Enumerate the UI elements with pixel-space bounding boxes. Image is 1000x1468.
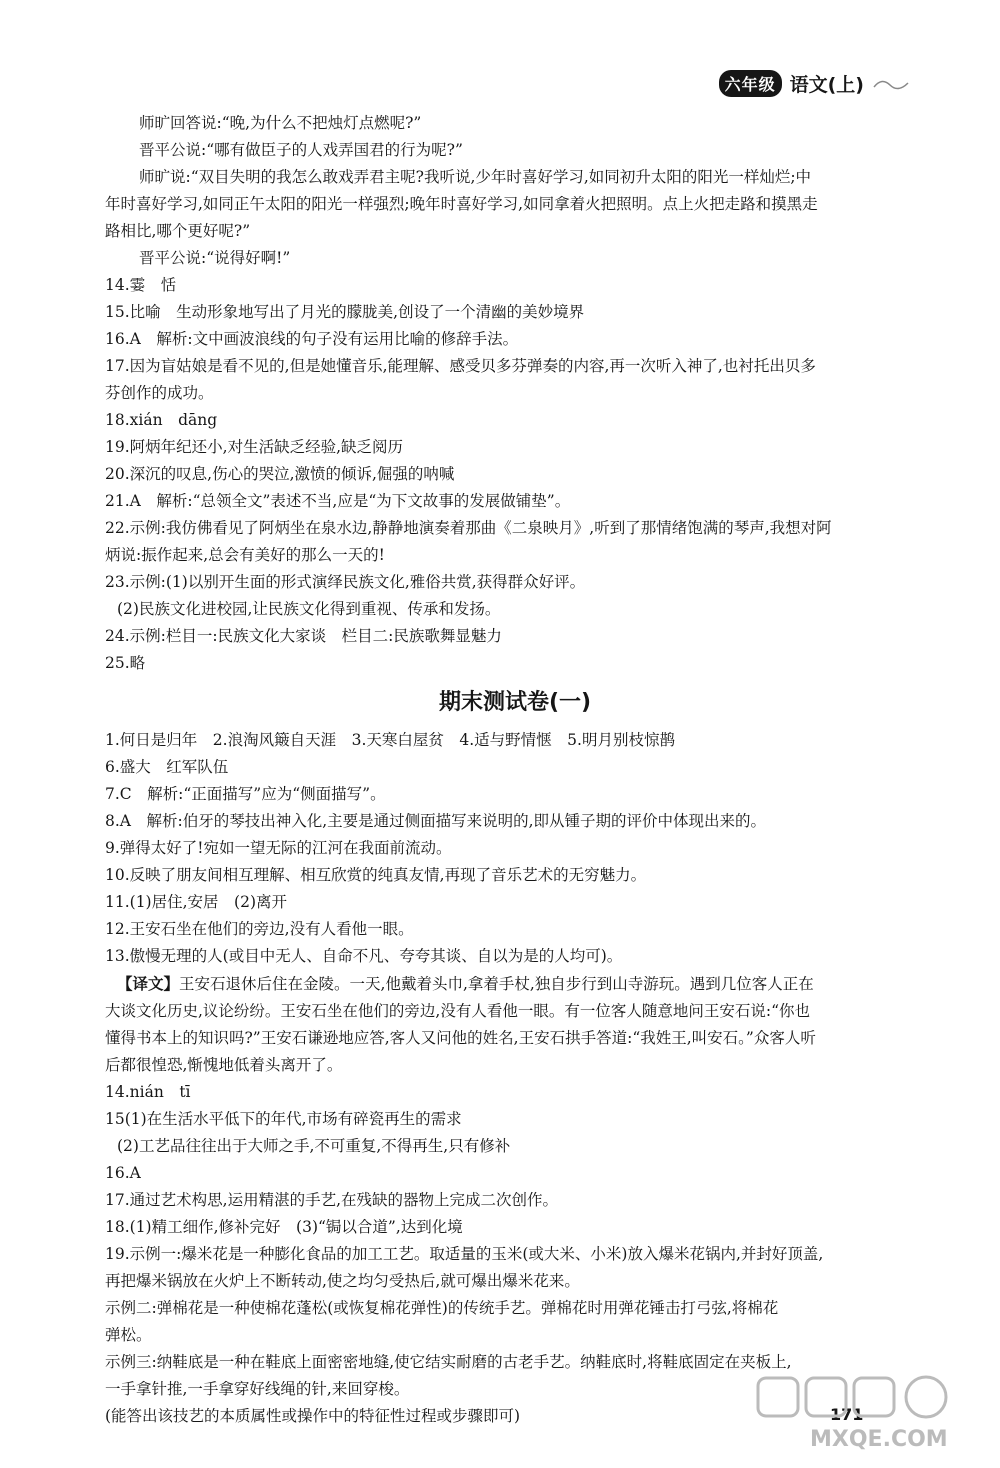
answer-item: 20.深沉的叹息,伤心的哭泣,激愤的倾诉,倔强的呐喊	[105, 465, 455, 483]
answer-item: 19.示例一:爆米花是一种膨化食品的加工工艺。取适量的玉米(或大米、小米)放入爆米花锅内,并封好顶盖,	[105, 1245, 824, 1263]
page-header	[719, 70, 912, 97]
answer-item: 1.何日是归年 2.浪淘风簸自天涯 3.天寒白屋贫 4.适与野情惬 5.明月别枝惊鹊	[105, 731, 675, 749]
answer-item: 再把爆米锅放在火炉上不断转动,使之均匀受热后,就可爆出爆米花来。	[105, 1272, 580, 1290]
watermark-logo	[750, 1374, 980, 1454]
answer-item: 示例三:纳鞋底是一种在鞋底上面密密地缝,使它结实耐磨的古老手艺。纳鞋底时,将鞋底固定在夹板上,	[105, 1353, 792, 1371]
section-title: 期末测试卷(一)	[438, 690, 592, 715]
answer-item: 17.通过艺术构思,运用精湛的手艺,在残缺的器物上完成二次创作。	[105, 1191, 559, 1209]
answer-item: (能答出该技艺的本质属性或操作中的特征性过程或步骤即可)	[105, 1407, 521, 1425]
text-line: 师旷回答说:“晚,为什么不把烛灯点燃呢?”	[139, 114, 422, 132]
answer-item: 16.A	[105, 1164, 141, 1182]
text-line: 师旷说:“双目失明的我怎么敢戏弄君主呢?我听说,少年时喜好学习,如同初升太阳的阳光一样灿烂;中	[139, 168, 812, 186]
ornament-icon	[872, 75, 912, 93]
watermark-text: MXQE.COM	[810, 1427, 948, 1452]
answer-item: 15.比喻 生动形象地写出了月光的朦胧美,创设了一个清幽的美妙境界	[105, 303, 585, 321]
answer-item: 11.(1)居住,安居 (2)离开	[105, 893, 287, 911]
translation-text: 王安石退休后住在金陵。一天,他戴着头巾,拿着手杖,独自步行到山寺游玩。遇到几位客人正在	[179, 975, 814, 993]
answer-item: 14.霎 恬	[105, 276, 177, 294]
answer-content	[105, 110, 925, 1430]
answer-item: (2)民族文化进校园,让民族文化得到重视、传承和发扬。	[117, 600, 501, 618]
translation-line	[105, 970, 925, 998]
answer-item: 8.A 解析:伯牙的琴技出神入化,主要是通过侧面描写来说明的,即从锺子期的评价中体现出来的。	[105, 812, 767, 830]
answer-item: 15(1)在生活水平低下的年代,市场有碎瓷再生的需求	[105, 1110, 462, 1128]
answer-item: 22.示例:我仿佛看见了阿炳坐在泉水边,静静地演奏着那曲《二泉映月》,听到了那情绪饱满的琴声,我想对阿	[105, 519, 832, 537]
answer-item: 弹松。	[105, 1326, 152, 1344]
page-number: 171	[830, 1405, 864, 1424]
book-title: 语文(上)	[789, 74, 864, 96]
translation-label: 【译文】	[117, 974, 180, 993]
answer-item: 10.反映了朋友间相互理解、相互欣赏的纯真友情,再现了音乐艺术的无穷魅力。	[105, 866, 647, 884]
answer-item: 一手拿针推,一手拿穿好线绳的针,来回穿梭。	[105, 1380, 410, 1398]
answer-item: 12.王安石坐在他们的旁边,没有人看他一眼。	[105, 920, 414, 938]
grade-badge: 六年级	[719, 70, 782, 97]
answer-item: 19.阿炳年纪还小,对生活缺乏经验,缺乏阅历	[105, 438, 404, 456]
answer-item: 17.因为盲姑娘是看不见的,但是她懂音乐,能理解、感受贝多芬弹奏的内容,再一次听入神了,也衬托出贝多	[105, 357, 816, 375]
translation-line: 懂得书本上的知识吗?”王安石谦逊地应答,客人又问他的姓名,王安石拱手答道:“我姓王,叫安石。”众客人听	[105, 1029, 816, 1047]
answer-item: 示例二:弹棉花是一种使棉花蓬松(或恢复棉花弹性)的传统手艺。弹棉花时用弹花锤击打弓弦,将棉花	[105, 1299, 779, 1317]
answer-item: 芬创作的成功。	[105, 384, 214, 402]
answer-item: 21.A 解析:“总领全文”表述不当,应是“为下文故事的发展做铺垫”。	[105, 492, 571, 510]
answer-item: 18.xián dāng	[105, 411, 218, 429]
answer-item: (2)工艺品往往出于大师之手,不可重复,不得再生,只有修补	[117, 1137, 511, 1155]
answer-item: 7.C 解析:“正面描写”应为“侧面描写”。	[105, 785, 386, 803]
answer-item: 18.(1)精工细作,修补完好 (3)“锔以合道”,达到化境	[105, 1218, 463, 1236]
text-line: 年时喜好学习,如同正午太阳的阳光一样强烈;晚年时喜好学习,如同拿着火把照明。点上火把走路和摸黑走	[105, 195, 818, 213]
text-line: 晋平公说:“说得好啊!”	[139, 249, 291, 267]
answer-item: 24.示例:栏目一:民族文化大家谈 栏目二:民族歌舞显魅力	[105, 627, 502, 645]
answer-item: 14.nián tī	[105, 1083, 191, 1101]
answer-item: 23.示例:(1)以别开生面的形式演绎民族文化,雅俗共赏,获得群众好评。	[105, 573, 586, 591]
answer-item: 16.A 解析:文中画波浪线的句子没有运用比喻的修辞手法。	[105, 330, 519, 348]
translation-line: 大谈文化历史,议论纷纷。王安石坐在他们的旁边,没有人看他一眼。有一位客人随意地问王安石说:“你也	[105, 1002, 811, 1020]
answer-item: 13.傲慢无理的人(或目中无人、自命不凡、夸夸其谈、自以为是的人均可)。	[105, 947, 623, 965]
translation-line: 后都很惶恐,惭愧地低着头离开了。	[105, 1056, 343, 1074]
answer-item: 6.盛大 红军队伍	[105, 758, 229, 776]
answer-item: 25.略	[105, 654, 146, 672]
text-line: 晋平公说:“哪有做臣子的人戏弄国君的行为呢?”	[139, 141, 463, 159]
answer-item: 炳说:振作起来,总会有美好的那么一天的!	[105, 546, 385, 564]
text-line: 路相比,哪个更好呢?”	[105, 222, 251, 240]
answer-item: 9.弹得太好了!宛如一望无际的江河在我面前流动。	[105, 839, 452, 857]
